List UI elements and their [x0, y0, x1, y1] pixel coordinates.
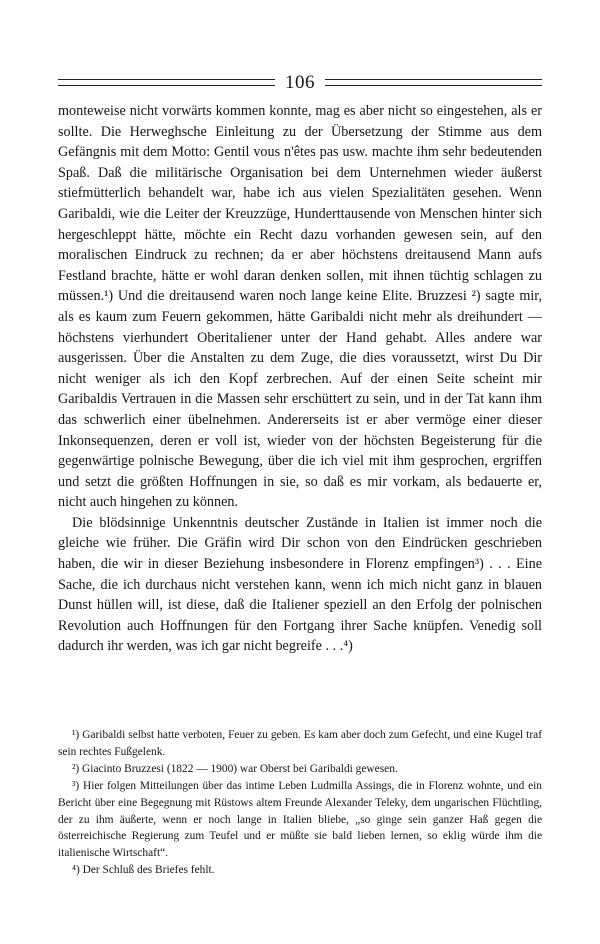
footnote: ²) Giacinto Bruzzesi (1822 — 1900) war Oberst bei Garibaldi gewesen.	[72, 762, 398, 775]
header-rule-left	[58, 79, 275, 86]
footnote: ¹) Garibaldi selbst hatte verboten, Feuer zu geben. Es kam aber doch zum Gefecht, und eine Kugel traf sein rechtes Fußgelenk.	[58, 729, 542, 758]
main-text	[58, 101, 542, 657]
footnote: ⁴) Der Schluß des Briefes fehlt.	[72, 864, 215, 877]
paragraph: monteweise nicht vorwärts kommen konnte, mag es aber nicht so eingestehen, als er sollte. Die Herweghsche Einleitung zu der Übersetzung der Stimme aus dem Gefängnis mit dem Motto: Gentil vous n'êtes pas usw. machte ihm sehr bedeutenden Spaß. Daß die militärische Organisation bei dem Unternehmen wieder äußerst stiefmütterlich behandelt war, habe ich aus vielen Spezialitäten gesehen. Wenn Garibaldi, wie die Leiter der Kreuzzüge, Hunderttausende von Menschen hinter sich hergeschleppt hätte, möchte ein Recht dazu vorhanden gewesen sein, auf den moralischen Eindruck zu rechnen; da er aber höchstens dreitausend Mann aufs Festland brachte, hätte er wohl daran denken sollen, mit ihnen tüchtig schlagen zu müssen.¹) Und die dreitausend waren noch lange keine Elite. Bruzzesi ²) sagte mir, als es kaum zum Feuern gekommen, hätte Garibaldi nicht mehr als dreihundert — höchstens vierhundert Oberitaliener unter der Hand gehabt. Alles andere war ausgerissen. Über die Anstalten zu dem Zuge, die dies voraussetzt, wirst Du Dir nicht weniger als ich den Kopf zerbrechen. Auf der einen Seite scheint mir Garibaldis Vertrauen in die Massen sehr erschüttert zu sein, und in der Tat kann ihm das schwerlich einer übelnehmen. Andererseits ist er aber vermöge einer dieser Inkonsequenzen, deren er voll ist, wieder von der höchsten Begeisterung für die gegenwärtige polnische Bewegung, über die ich viel mit ihm gesprochen, ergriffen und setzt die größten Hoffnungen in sie, so daß es mir vorkam, als bedauerte er, nicht auch hingehen zu können.	[58, 103, 542, 511]
paragraph: Die blödsinnige Unkenntnis deutscher Zustände in Italien ist immer noch die gleiche wie früher. Die Gräfin wird Dir schon von den Eindrücken geschrieben haben, die wir in dieser Beziehung insbesondere in Florenz empfingen³) . . . Eine Sache, die ich durchaus nicht verstehen kann, wenn ich mich nicht ganz in blauen Dunst hüllen will, ist diese, daß die Italiener speziell an den Erfolg der polnischen Revolution auch Hoffnungen für den Fortgang ihrer Sache knüpfen. Venedig soll dadurch ihr werden, was ich gar nicht begreife . . .⁴)	[58, 514, 542, 655]
page-header	[58, 70, 542, 94]
footnotes	[58, 727, 542, 879]
page-number: 106	[285, 71, 315, 93]
footnote: ³) Hier folgen Mitteilungen über das intime Leben Ludmilla Assings, die in Florenz wohnte, und ein Bericht über eine Begegnung mit Rüstows altem Freunde Alexander Teleky, dem ungarischen Flüchtling, der zu ihm äußerte, wenn er noch lange in Italien bliebe, „so ginge sein ganzer Haß gegen die österreichische Regierung zum Teufel und er müßte sie bald lieben lernen, so eklig würde ihm die italienische Wirtschaft“.	[58, 779, 542, 860]
header-rule-right	[325, 79, 542, 86]
